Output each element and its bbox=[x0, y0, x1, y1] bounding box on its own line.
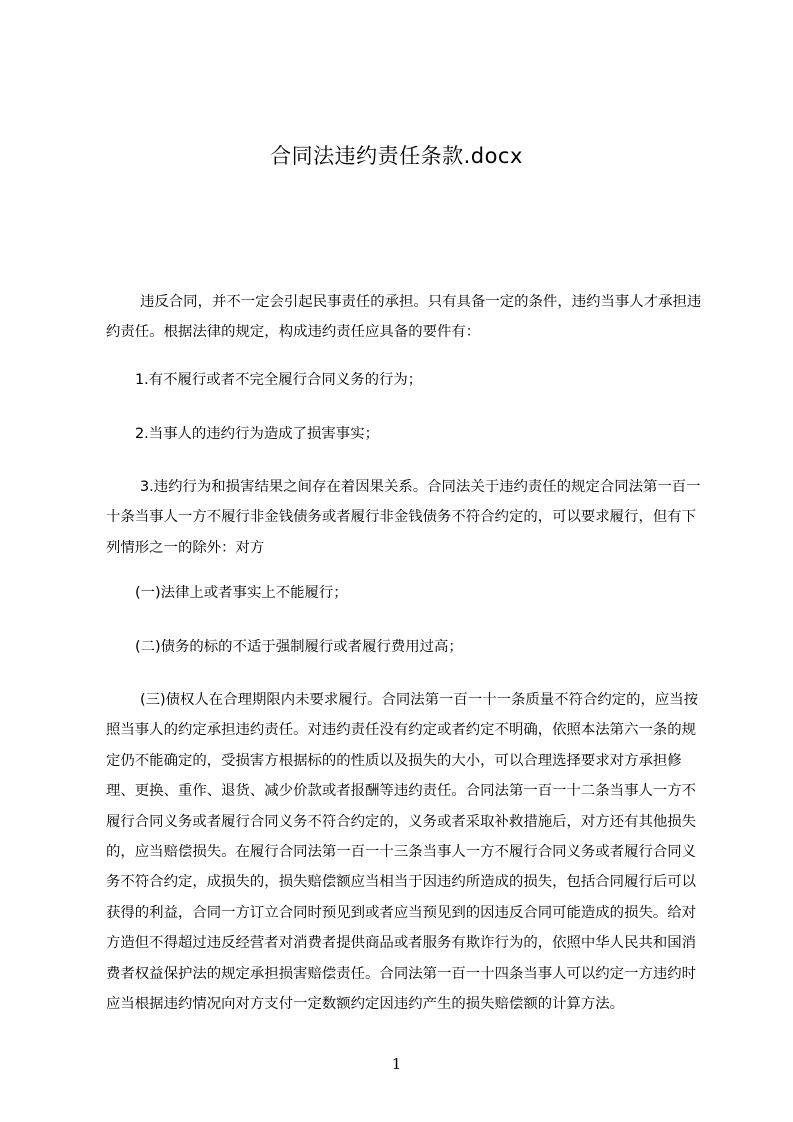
paragraph-exception-2: (二)债务的标的不适于强制履行或者履行费用过高； bbox=[135, 639, 463, 655]
document-title: 合同法违约责任条款.docx bbox=[270, 144, 523, 168]
paragraph-intro: 违反合同，并不一定会引起民事责任的承担。只有具备一定的条件，违约当事人才承担违约责任。根据法律的规定，构成违约责任应具备的要件有： bbox=[106, 294, 702, 341]
page-number: 1 bbox=[391, 1055, 402, 1073]
paragraph-exception-1: (一)法律上或者事实上不能履行； bbox=[135, 585, 348, 601]
paragraph-item-3: 3.违约行为和损害结果之间存在着因果关系。合同法关于违约责任的规定合同法第一百一十条当事人一方不履行非金钱债务或者履行非金钱债务不符合约定的，可以要求履行，但有下列情形之一的除外：对方 bbox=[106, 479, 701, 556]
paragraph-item-2: 2.当事人的违约行为造成了损害事实； bbox=[135, 426, 379, 442]
paragraph-exception-3: (三)债权人在合理期限内未要求履行。合同法第一百一十一条质量不符合约定的，应当按照当事人的约定承担违约责任。对违约责任没有约定或者约定不明确，依照本法第六一条的规定仍不能确定的，受损害方根据标的的性质以及损失的大小，可以合理选择要求对方承担修理、更换、重作、退货、减少价款或者报酬等违约责任。合同法第一百一十二条当事人一方不履行合同义务或者履行合同义务不符合约定的，义务或者采取补救措施后，对方还有其他损失的，应当赔偿损失。在履行合同法第一百一十三条当事人一方不履行合同义务或者履行合同义务不符合约定，成损失的，损失赔偿额应当相当于因违约所造成的损失，包括合同履行后可以获得的利益，合同一方订立合同时预见到或者应当预见到的因违反合同可能造成的损失。给对方造但不得超过违反经营者对消费者提供商品或者服务有欺诈行为的，依照中华人民共和国消费者权益保护法的规定承担损害赔偿责任。合同法第一百一十四条当事人可以约定一方违约时应当根据违约情况向对方支付一定数额约定因违约产生的损失赔偿额的计算方法。 bbox=[106, 692, 699, 1013]
paragraph-item-1: 1.有不履行或者不完全履行合同义务的行为； bbox=[135, 372, 423, 388]
